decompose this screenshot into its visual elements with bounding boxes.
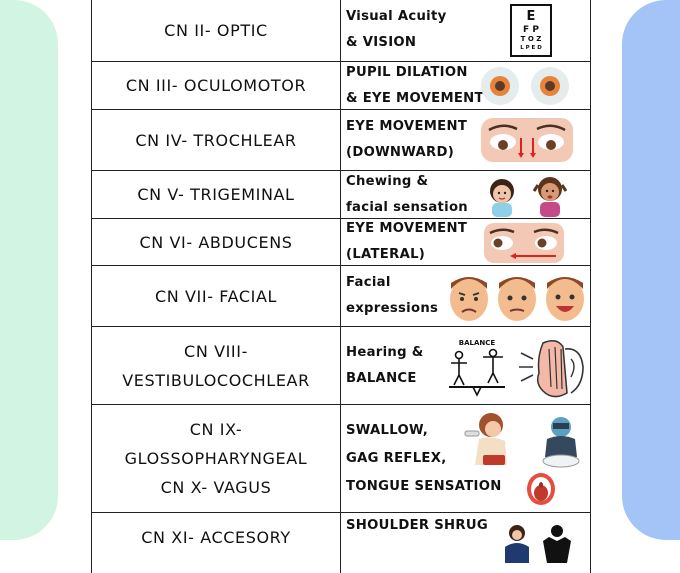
eyes-down-icon <box>481 118 573 162</box>
function-line: Chewing & <box>346 173 429 189</box>
chart-line: E <box>526 9 536 24</box>
function-line: (DOWNWARD) <box>346 145 455 160</box>
left-color-band <box>0 0 58 540</box>
balance-label: BALANCE <box>458 339 496 347</box>
function-line: SWALLOW, <box>346 422 429 438</box>
function-text <box>341 513 488 539</box>
right-color-band <box>622 0 680 540</box>
table-row <box>92 110 590 171</box>
table-row <box>92 266 590 327</box>
chart-line: L P E D <box>520 45 542 51</box>
nerve-name: CN X- VAGUS <box>160 478 272 497</box>
table-row <box>92 62 590 110</box>
nerve-name-cell <box>92 266 341 326</box>
function-text <box>341 169 468 221</box>
nerve-name-cell <box>92 513 341 573</box>
function-line: SHOULDER SHRUG <box>346 518 488 533</box>
function-line: expressions <box>346 301 439 316</box>
function-cell <box>341 327 590 404</box>
shrug-icon <box>503 523 573 563</box>
function-line: TONGUE SENSATION <box>346 478 502 494</box>
function-cell <box>341 219 590 265</box>
function-line: PUPIL DILATION <box>346 64 468 80</box>
function-line: facial sensation <box>346 199 468 215</box>
chart-line: T O Z <box>520 35 542 43</box>
nerve-name-cell <box>92 219 341 265</box>
table-row <box>92 405 590 513</box>
function-cell <box>341 266 590 326</box>
eyes-lateral-icon <box>484 223 564 263</box>
function-text <box>341 270 438 322</box>
nerve-name: CN VIII- <box>184 341 248 361</box>
pupils-icon <box>478 64 574 108</box>
nerve-name-cell <box>92 327 341 404</box>
function-cell <box>341 62 590 109</box>
function-line: (LATERAL) <box>346 247 426 262</box>
nerve-name-cell <box>92 171 341 218</box>
function-text <box>341 114 467 166</box>
nerve-name: CN VI- ABDUCENS <box>139 232 293 252</box>
table-row <box>92 171 590 219</box>
function-cell <box>341 513 590 573</box>
table-row <box>92 0 590 62</box>
balance-hearing-icon <box>447 337 587 401</box>
function-line: & VISION <box>346 35 417 50</box>
chart-line: F P <box>523 25 539 35</box>
cranial-nerves-table <box>91 0 591 573</box>
table-row <box>92 219 590 266</box>
nerve-name: CN III- OCULOMOTOR <box>125 76 307 95</box>
swallow-gag-icon <box>461 409 587 509</box>
nerve-name: GLOSSOPHARYNGEAL <box>124 449 308 468</box>
function-line: Hearing & <box>346 344 424 360</box>
faces-icon <box>447 271 587 323</box>
function-cell <box>341 0 590 61</box>
nerve-name: CN IV- TROCHLEAR <box>135 130 297 150</box>
function-line: Visual Acuity <box>346 9 447 24</box>
function-cell <box>341 110 590 170</box>
function-line: GAG REFLEX, <box>346 450 447 466</box>
table-row <box>92 327 590 405</box>
function-text <box>341 4 446 56</box>
table-row <box>92 513 590 573</box>
nerve-name-cell <box>92 405 341 512</box>
nerve-name-cell <box>92 0 341 61</box>
function-line: Facial <box>346 275 391 290</box>
function-cell <box>341 405 590 512</box>
chewing-people-icon <box>486 173 570 217</box>
function-text <box>341 60 484 112</box>
nerve-name-cell <box>92 110 341 170</box>
nerve-name: CN VII- FACIAL <box>154 286 278 306</box>
nerve-name: CN V- TRIGEMINAL <box>137 185 295 204</box>
function-line: EYE MOVEMENT <box>346 119 468 134</box>
function-cell <box>341 171 590 218</box>
nerve-name: CN II- OPTIC <box>164 20 268 40</box>
function-line: BALANCE <box>346 370 417 386</box>
function-text <box>341 216 467 268</box>
function-line: EYE MOVEMENT <box>346 221 468 236</box>
eye-chart-icon <box>508 3 554 58</box>
function-text <box>341 340 424 392</box>
nerve-name: CN IX- <box>189 420 243 439</box>
nerve-name: VESTIBULOCOCHLEAR <box>122 370 310 390</box>
function-line: & EYE MOVEMENT <box>346 90 484 106</box>
nerve-name-cell <box>92 62 341 109</box>
nerve-name: CN XI- ACCESORY <box>141 528 291 547</box>
